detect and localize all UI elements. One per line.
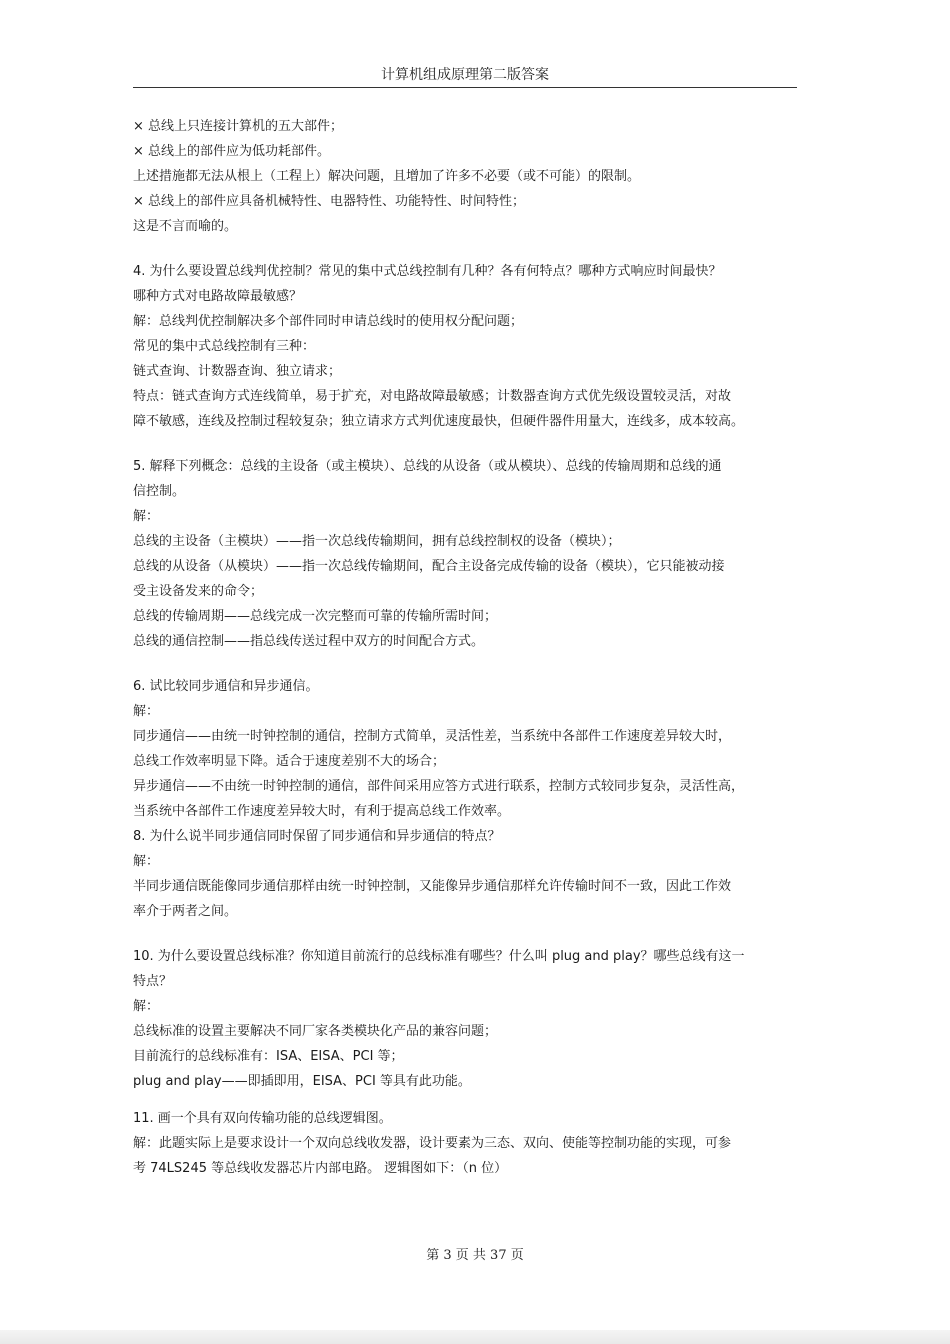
text-line: × 总线上的部件应为低功耗部件。 <box>133 144 331 159</box>
text-line: 常见的集中式总线控制有三种： <box>133 339 316 354</box>
text-line: 解： <box>133 509 160 524</box>
text-line: 半同步通信既能像同步通信那样由统一时钟控制，又能像异步通信那样允许传输时间不一致，因此工作效 <box>133 879 732 894</box>
text-line: plug and play——即插即用，EISA、PCI 等具有此功能。 <box>133 1074 471 1089</box>
paragraph-spacer <box>133 1094 797 1106</box>
text-line: 特点？ <box>133 974 173 989</box>
text-line: 解：此题实际上是要求设计一个双向总线收发器，设计要素为三态、双向、使能等控制功能的实现，可参 <box>133 1136 732 1151</box>
text-line: 同步通信——由统一时钟控制的通信，控制方式简单，灵活性差，当系统中各部件工作速度差异较大时， <box>133 729 732 744</box>
page-number-footer: 第 3 页 共 37 页 <box>426 1248 524 1263</box>
text-line: 异步通信——不由统一时钟控制的通信，部件间采用应答方式进行联系，控制方式较同步复杂，灵活性高， <box>133 779 745 794</box>
text-line: 哪种方式对电路故障最敏感？ <box>133 289 303 304</box>
text-line: 6. 试比较同步通信和异步通信。 <box>133 679 319 694</box>
text-line: 解： <box>133 999 160 1014</box>
text-line: × 总线上只连接计算机的五大部件； <box>133 119 344 134</box>
text-line: × 总线上的部件应具备机械特性、电器特性、功能特性、时间特性； <box>133 194 526 209</box>
text-line: 上述措施都无法从根上（工程上）解决问题，且增加了许多不必要（或不可能）的限制。 <box>133 169 641 184</box>
text-line: 率介于两者之间。 <box>133 904 238 919</box>
document-body <box>133 114 797 1181</box>
text-line: 当系统中各部件工作速度差异较大时，有利于提高总线工作效率。 <box>133 804 511 819</box>
text-line: 考 74LS245 等总线收发器芯片内部电路。 逻辑图如下：（n 位） <box>133 1161 508 1176</box>
text-line: 信控制。 <box>133 484 186 499</box>
paragraph-spacer <box>133 239 797 259</box>
header-divider <box>133 87 797 88</box>
text-line: 链式查询、计数器查询、独立请求； <box>133 364 342 379</box>
text-line: 10. 为什么要设置总线标准？你知道目前流行的总线标准有哪些？什么叫 plug and play？哪些总线有这一 <box>133 949 745 964</box>
paragraph-spacer <box>133 654 797 674</box>
text-line: 目前流行的总线标准有：ISA、EISA、PCI 等； <box>133 1049 404 1064</box>
paragraph-spacer <box>133 434 797 454</box>
text-line: 总线的通信控制——指总线传送过程中双方的时间配合方式。 <box>133 634 485 649</box>
page-bottom-edge <box>0 1330 950 1344</box>
text-line: 障不敏感，连线及控制过程较复杂；独立请求方式判优速度最快，但硬件器件用量大，连线多，成本较高。 <box>133 414 745 429</box>
page-header-title: 计算机组成原理第二版答案 <box>381 67 549 83</box>
text-line: 总线的从设备（从模块）——指一次总线传输期间，配合主设备完成传输的设备（模块），它只能被动接 <box>133 559 725 574</box>
text-line: 解： <box>133 854 160 869</box>
text-line: 特点：链式查询方式连线简单，易于扩充，对电路故障最敏感；计数器查询方式优先级设置较灵活，对故 <box>133 389 732 404</box>
text-line: 4. 为什么要设置总线判优控制？常见的集中式总线控制有几种？各有何特点？哪种方式响应时间最快？ <box>133 264 722 279</box>
text-line: 受主设备发来的命令； <box>133 584 264 599</box>
text-line: 解：总线判优控制解决多个部件同时申请总线时的使用权分配问题； <box>133 314 524 329</box>
text-line: 8. 为什么说半同步通信同时保留了同步通信和异步通信的特点？ <box>133 829 501 844</box>
text-line: 总线的主设备（主模块）——指一次总线传输期间，拥有总线控制权的设备（模块）； <box>133 534 621 549</box>
text-line: 总线的传输周期——总线完成一次完整而可靠的传输所需时间； <box>133 609 498 624</box>
text-line: 总线标准的设置主要解决不同厂家各类模块化产品的兼容问题； <box>133 1024 498 1039</box>
text-line: 5. 解释下列概念：总线的主设备（或主模块）、总线的从设备（或从模块）、总线的传输周期和总线的通 <box>133 459 722 474</box>
text-line: 11. 画一个具有双向传输功能的总线逻辑图。 <box>133 1111 392 1126</box>
text-line: 总线工作效率明显下降。适合于速度差别不大的场合； <box>133 754 446 769</box>
text-line: 这是不言而喻的。 <box>133 219 238 234</box>
text-line: 解： <box>133 704 160 719</box>
paragraph-spacer <box>133 924 797 944</box>
